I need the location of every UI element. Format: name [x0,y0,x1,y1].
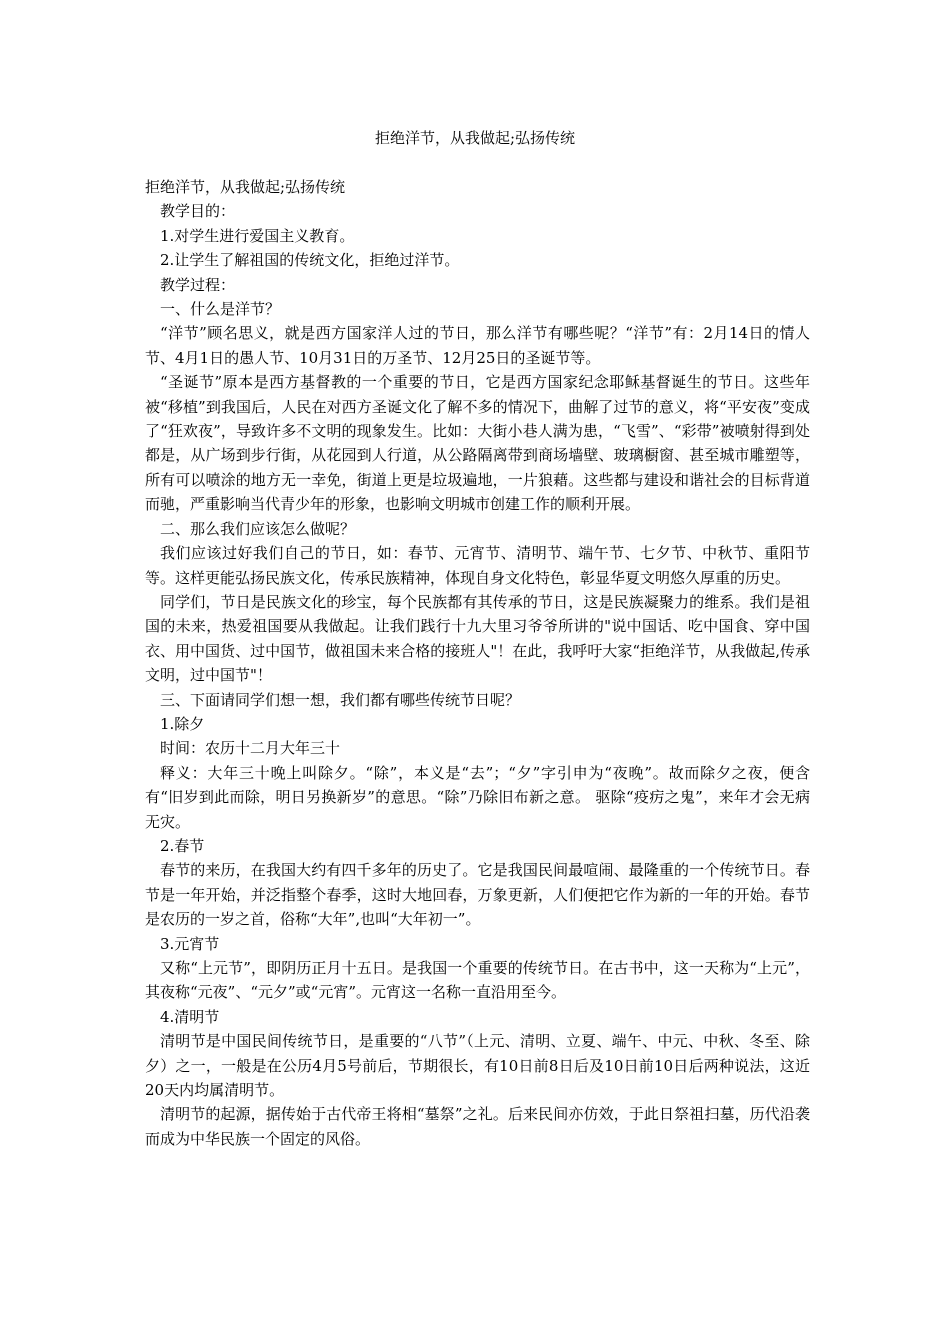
body-paragraph: 又称“上元节”，即阴历正月十五日。是我国一个重要的传统节日。在古书中，这一天称为“上元”，其夜称“元夜”、“元夕”或“元宵”。元宵这一名称一直沿用至今。 [145,959,810,1002]
body-paragraph: 清明节的起源，据传始于古代帝王将相“墓祭”之礼。后来民间亦仿效，于此日祭祖扫墓，历代沿袭而成为中华民族一个固定的风俗。 [145,1105,810,1148]
festival-heading-qingming: 4.清明节 [160,1007,220,1026]
body-paragraph: “圣诞节”原本是西方基督教的一个重要的节日，它是西方国家纪念耶稣基督诞生的节日。这些年被“移植”到我国后，人民在对西方圣诞文化了解不多的情况下，曲解了过节的意义，将“平安夜”变成了“狂欢夜”，导致许多不文明的现象发生。比如：大街小巷人满为患，“飞雪”、“彩带”被喷射得到处都是，从广场到步行街，从花园到人行道，从公路隔离带到商场墙壁、玻璃橱窗、甚至城市雕塑等，所有可以喷涂的地方无一幸免，街道上更是垃圾遍地，一片狼藉。这些都与建设和谐社会的目标背道而驰，严重影响当代青少年的形象，也影响文明城市创建工作的顺利开展。 [145,373,810,514]
document-body [145,175,810,1151]
festival-heading-chuxi: 1.除夕 [160,714,205,733]
body-paragraph: 时间：农历十二月大年三十 [160,739,341,758]
body-paragraph: 同学们，节日是民族文化的珍宝，每个民族都有其传承的节日，这是民族凝聚力的维系。我们是祖国的未来，热爱祖国要从我做起。让我们践行十九大里习爷爷所讲的"说中国话、吃中国食、穿中国衣、用中国货、过中国节，做祖国未来合格的接班人"！在此，我呼吁大家“拒绝洋节，从我做起,传承文明，过中国节"！ [145,592,810,685]
body-paragraph: 释义：大年三十晚上叫除夕。“除”，本义是“去”；“夕”字引申为“夜晚”。故而除夕之夜，便含有“旧岁到此而除，明日另换新岁”的意思。“除”乃除旧布新之意。 驱除“疫疠之鬼”，来年才会无病无灾。 [145,763,810,831]
heading-repeat: 拒绝洋节，从我做起;弘扬传统 [145,178,346,196]
section-heading-2: 二、那么我们应该怎么做呢？ [160,519,356,538]
festival-heading-yuanxiao: 3.元宵节 [160,934,220,953]
body-paragraph: 清明节是中国民间传统节日，是重要的“八节”（上元、清明、立夏、端午、中元、中秋、冬至、除夕）之一，一般是在公历4月5号前后，节期很长，有10日前8日后及10日前10日后两种说法，这近20天内均属清明节。 [145,1032,810,1100]
festival-heading-chunjie: 2.春节 [160,836,205,855]
label-teaching-goals: 教学目的： [160,202,236,221]
section-heading-1: 一、什么是洋节？ [160,300,281,319]
body-paragraph: “洋节”顾名思义，就是西方国家洋人过的节日，那么洋节有哪些呢？“洋节”有：2月14日的情人节、4月1日的愚人节、10月31日的万圣节、12月25日的圣诞节等。 [145,324,810,367]
goal-item-2: 2.让学生了解祖国的传统文化，拒绝过洋节。 [160,251,460,270]
section-heading-3: 三、下面请同学们想一想，我们都有哪些传统节日呢？ [160,690,521,709]
document-title: 拒绝洋节，从我做起;弘扬传统 [374,129,576,147]
body-paragraph: 春节的来历，在我国大约有四千多年的历史了。它是我国民间最喧闹、最隆重的一个传统节日。春节是一年开始，并泛指整个春季，这时大地回春，万象更新，人们便把它作为新的一年的开始。春节是农历的一岁之首，俗称“大年”,也叫“大年初一”。 [145,861,810,929]
label-teaching-process: 教学过程： [160,275,236,294]
goal-item-1: 1.对学生进行爱国主义教育。 [160,226,355,245]
body-paragraph: 我们应该过好我们自己的节日，如：春节、元宵节、清明节、端午节、七夕节、中秋节、重阳节等。这样更能弘扬民族文化，传承民族精神，体现自身文化特色，彰显华夏文明悠久厚重的历史。 [145,544,810,587]
